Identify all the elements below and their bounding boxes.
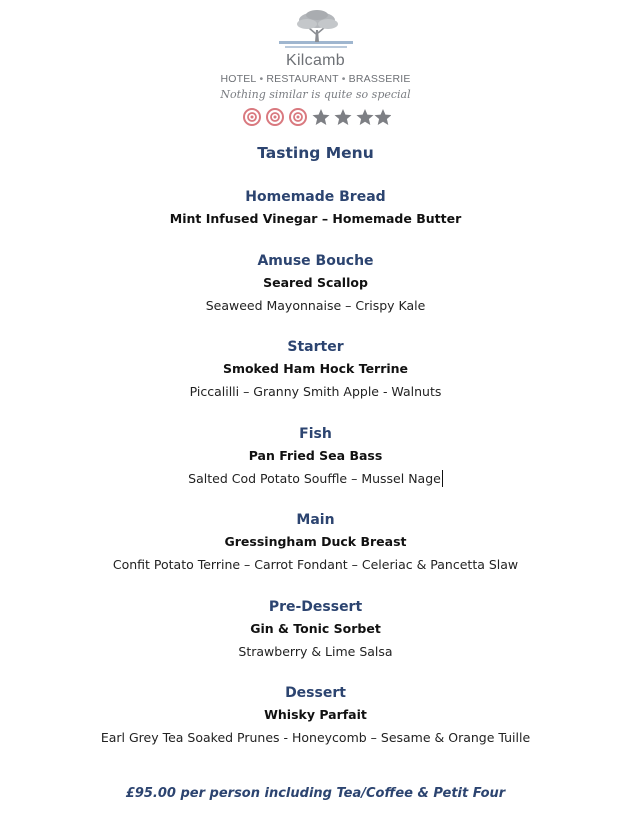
course-title: Dessert: [285, 685, 346, 701]
course-title: Pre-Dessert: [268, 599, 363, 615]
brand-tagline: Nothing similar is quite so special: [220, 88, 411, 101]
rosette-icon: [290, 109, 306, 125]
course-starter: [0, 336, 631, 404]
course-dessert: [0, 682, 631, 750]
course-fish: [0, 423, 631, 491]
brand-name: Kilcamb: [285, 52, 345, 69]
menu-title: Tasting Menu: [257, 144, 374, 162]
star-icon: [334, 109, 351, 125]
course-main: [0, 509, 631, 577]
rosette-icon: [267, 109, 283, 125]
dish-description: Earl Grey Tea Soaked Prunes - Honeycomb – Sesame & Orange Tuille: [100, 730, 531, 745]
dish-description: Confit Potato Terrine – Carrot Fondant – Celeriac & Pancetta Slaw: [112, 557, 519, 572]
dish-name: Gin & Tonic Sorbet: [250, 621, 381, 636]
hotel-logo: [0, 8, 631, 52]
star-icon: [374, 109, 391, 125]
tree-logo-icon: [271, 8, 361, 52]
brand-sub-hotel: HOTEL: [220, 73, 257, 85]
course-pre-dessert: [0, 596, 631, 664]
dish-name: Whisky Parfait: [264, 707, 367, 722]
dish-description: Piccalilli – Granny Smith Apple - Walnuts: [189, 384, 442, 399]
dish-description: Strawberry & Lime Salsa: [238, 644, 393, 659]
brand-subtitle: [0, 73, 631, 85]
bullet-icon: •: [259, 73, 264, 85]
course-title: Starter: [287, 339, 344, 355]
star-icon: [312, 109, 329, 125]
dish-name: Seared Scallop: [263, 275, 368, 290]
course-amuse-bouche: [0, 250, 631, 318]
rosette-icon: [244, 109, 260, 125]
dish-name: Pan Fried Sea Bass: [248, 448, 383, 463]
brand-sub-brasserie: BRASSERIE: [348, 73, 411, 85]
dish-description-line: [0, 467, 631, 491]
course-description: Mint Infused Vinegar – Homemade Butter: [169, 211, 462, 226]
course-title: Amuse Bouche: [257, 253, 374, 269]
dish-name: Smoked Ham Hock Terrine: [222, 361, 409, 376]
bullet-icon: •: [341, 73, 346, 85]
course-title: Main: [296, 512, 335, 528]
brand-sub-restaurant: RESTAURANT: [266, 73, 339, 85]
dish-description: Salted Cod Potato Souffle – Mussel Nage: [188, 471, 441, 486]
dish-name: Gressingham Duck Breast: [224, 534, 407, 549]
rating-icons: [241, 106, 391, 128]
course-title: Homemade Bread: [245, 189, 386, 205]
course-title: Fish: [299, 426, 332, 442]
text-cursor: [442, 470, 443, 487]
dish-description: Seaweed Mayonnaise – Crispy Kale: [205, 298, 426, 313]
ratings: [0, 106, 631, 128]
price-line: £95.00 per person including Tea/Coffee & Petit Four: [125, 786, 506, 801]
star-icon: [356, 109, 373, 125]
course-homemade-bread: [0, 186, 631, 230]
